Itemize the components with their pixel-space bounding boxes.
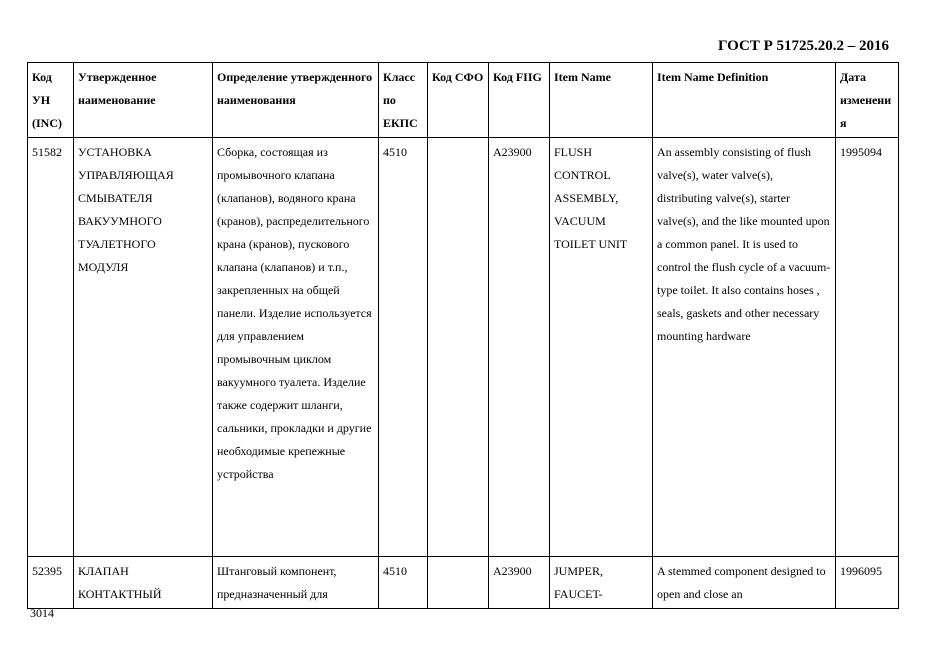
cell-change-date: 1996095 [836, 557, 899, 609]
cell-name-definition: Штанговый компонент, предназначенный для [213, 557, 379, 609]
cell-class: 4510 [379, 138, 428, 557]
table-row [28, 138, 899, 557]
cell-item-name: JUMPER, FAUCET- [550, 557, 653, 609]
nomenclature-table [27, 62, 899, 609]
cell-fiig: A23900 [489, 557, 550, 609]
cell-class: 4510 [379, 557, 428, 609]
header-sfo: Код СФО [428, 63, 489, 138]
document-standard-title: ГОСТ Р 51725.20.2 – 2016 [717, 38, 889, 54]
header-class: Класс по ЕКПС [379, 63, 428, 138]
cell-sfo [428, 557, 489, 609]
header-change-date: Дата изменения [836, 63, 899, 138]
header-name-definition: Определение утвержденного наименования [213, 63, 379, 138]
header-item-name: Item Name [550, 63, 653, 138]
header-item-name-definition: Item Name Definition [653, 63, 836, 138]
cell-name-definition: Сборка, состоящая из промывочного клапана (клапанов), водяного крана (кранов), распределительного крана (кранов), пускового клапана (клапанов) и т.п., закрепленных на общей панели. Изделие используется для управлением промывочным циклом вакуумного туалета. Изделие также содержит шланги, сальники, прокладки и другие необходимые крепежные устройства [213, 138, 379, 557]
cell-change-date: 1995094 [836, 138, 899, 557]
cell-fiig: A23900 [489, 138, 550, 557]
header-fiig: Код FIIG [489, 63, 550, 138]
cell-item-name-definition: An assembly consisting of flush valve(s), water valve(s), distributing valve(s), starter valve(s), and the like mounted upon a common panel. It is used to control the flush cycle of a vacuum-type toilet. It also contains hoses , seals, gaskets and other necessary mounting hardware [653, 138, 836, 557]
page-number: 3014 [30, 606, 54, 620]
cell-approved-name: КЛАПАН КОНТАКТНЫЙ [74, 557, 213, 609]
table-header-row [28, 63, 899, 138]
cell-item-name: FLUSH CONTROL ASSEMBLY, VACUUM TOILET UNIT [550, 138, 653, 557]
cell-item-name-definition: A stemmed component designed to open and close an [653, 557, 836, 609]
cell-inc: 52395 [28, 557, 74, 609]
header-approved-name: Утвержденное наименование [74, 63, 213, 138]
cell-approved-name: УСТАНОВКА УПРАВЛЯЮЩАЯ СМЫВАТЕЛЯ ВАКУУМНОГО ТУАЛЕТНОГО МОДУЛЯ [74, 138, 213, 557]
cell-inc: 51582 [28, 138, 74, 557]
header-inc: Код УН (INC) [28, 63, 74, 138]
cell-sfo [428, 138, 489, 557]
table-row [28, 557, 899, 609]
